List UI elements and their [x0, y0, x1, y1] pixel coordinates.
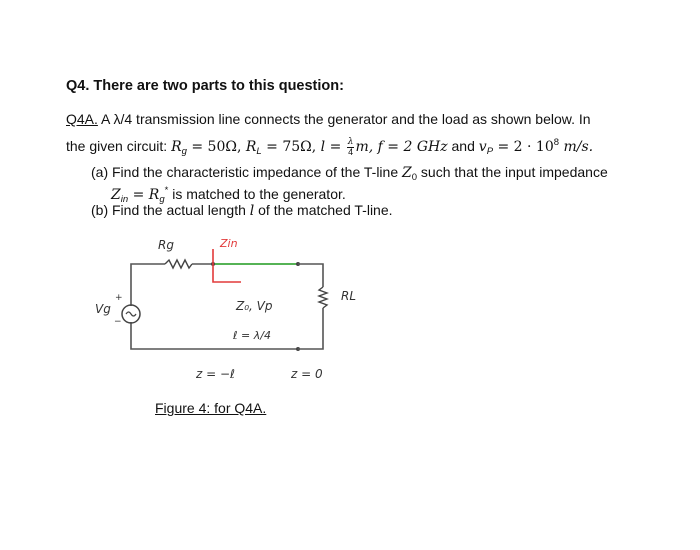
rg-symbol: R [171, 139, 182, 155]
vp-symbol: v [478, 139, 487, 155]
z-left-label: z = −ℓ [196, 367, 235, 381]
z-right-label: z = 0 [291, 367, 323, 381]
vp-sub: P [486, 146, 494, 157]
rg-conj-sub: g [159, 194, 165, 205]
rg-label: Rg [158, 238, 174, 252]
wire-load-top [298, 264, 323, 287]
frac-num: λ [347, 136, 354, 147]
vg-plus: + [115, 293, 123, 303]
rl-label: RL [341, 289, 357, 303]
rl-symbol: R [245, 139, 257, 155]
q4a-line1: A λ/4 transmission line connects the generator and the load as shown below. In [101, 111, 591, 127]
zin-sub: in [120, 194, 129, 205]
length-label: ℓ = λ/4 [233, 329, 271, 342]
rg-value: = 50Ω, [186, 139, 246, 155]
part-a-text1: (a) Find the characteristic impedance of the T-line [91, 164, 403, 180]
frac-den: 4 [348, 146, 354, 157]
z0-symbol: Z [402, 165, 412, 181]
length-unit: m, [355, 139, 378, 155]
part-b-text2: of the matched T-line. [254, 202, 393, 218]
z0-sub: 0 [411, 172, 418, 183]
length-symbol: l [249, 203, 255, 219]
z0-vp-label: Z₀, Vp [236, 299, 273, 313]
vp-value: = 2 · 10 [493, 139, 554, 155]
part-a-text3: is matched to the generator. [168, 186, 346, 202]
and-word: and [447, 138, 479, 154]
zin-label: Zin [220, 237, 238, 250]
wire-load-bottom [298, 308, 323, 349]
rg-resistor [165, 260, 192, 268]
q4a-line2-prefix: the given circuit: [66, 138, 168, 154]
length-eq: l = [320, 139, 346, 155]
vp-unit: m/s. [559, 139, 594, 155]
wire-bottom-left [131, 322, 213, 349]
q4a-label: Q4A. [66, 111, 98, 127]
vg-label: Vg [95, 302, 111, 316]
zin-marker [213, 249, 241, 282]
part-a-text2: such that the input impedance [417, 164, 608, 180]
wire-top-left [131, 264, 165, 306]
frequency: f = 2 GHz [377, 139, 448, 155]
question-heading: Q4. There are two parts to this question: [66, 78, 344, 94]
rg-conj-sup: * [164, 185, 169, 196]
source-symbol [126, 312, 136, 316]
vp-exponent: 8 [553, 137, 560, 148]
rl-sub: L [256, 146, 262, 157]
figure-caption: Figure 4: for Q4A. [155, 400, 267, 416]
rl-value: = 75Ω, [261, 139, 321, 155]
rg-sub: g [181, 146, 187, 157]
part-b-text1: (b) Find the actual length [91, 202, 250, 218]
zin-symbol: Z [111, 187, 121, 203]
rl-resistor [319, 287, 327, 308]
zin-eq: = R [128, 187, 160, 203]
vg-minus: − [114, 317, 122, 327]
